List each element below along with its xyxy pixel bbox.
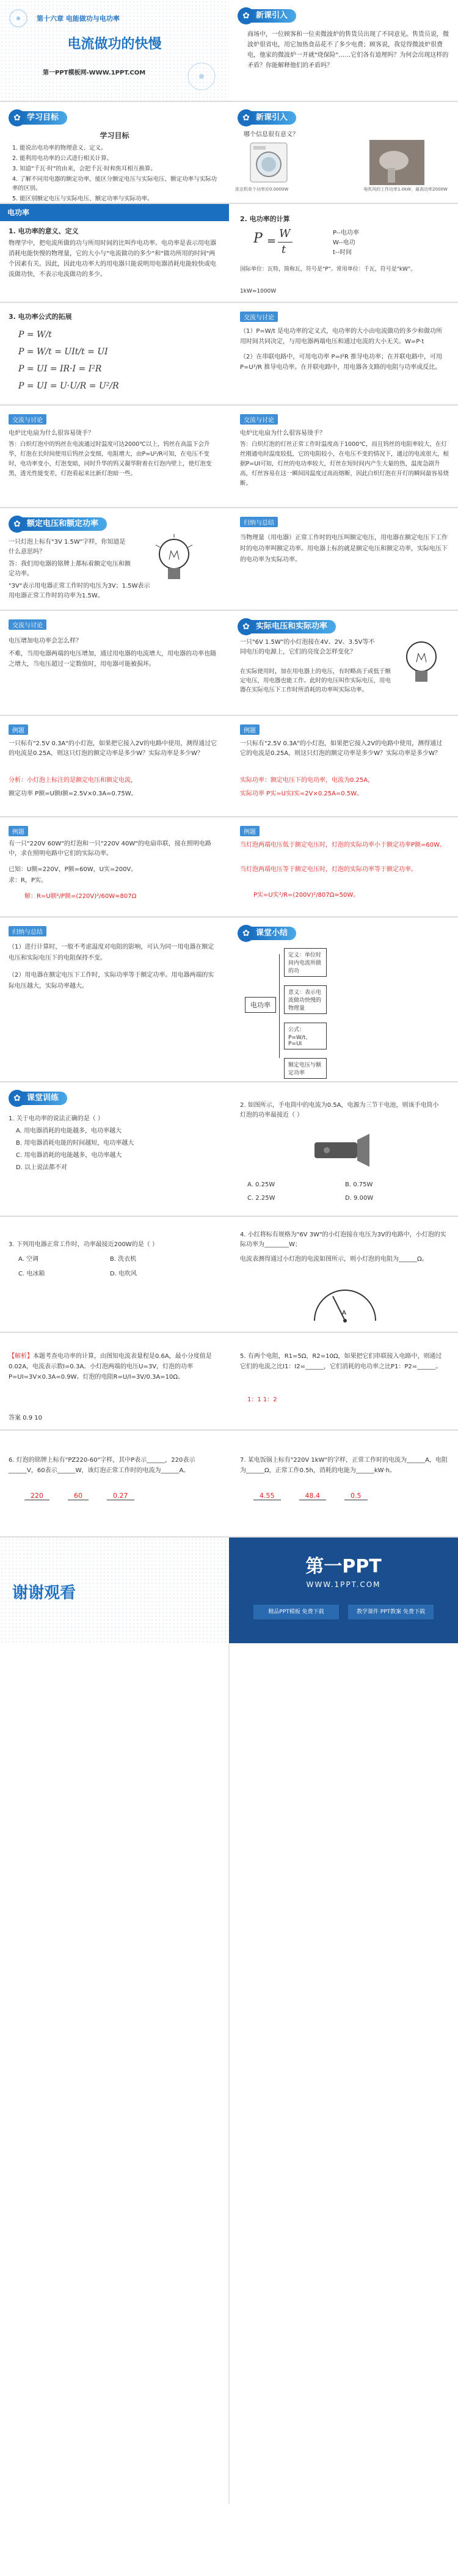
question-5: 5. 有两个电阻，R1=5Ω，R2=10Ω，如果把它们串联接入电路中，则通过它们的电流之比I1：I2=______，它们消耗的电功率之比P1：P2=______。 <box>240 1353 442 1370</box>
legend-item: W--电功 <box>333 239 355 246</box>
chapter-title: 第十六章 电能做功与电功率 <box>37 15 120 23</box>
summary2-slide <box>229 918 458 1081</box>
example-text: 有一只"220V 60W"的灯泡和一只"220V 40W"的电扇串联，接在照明电路中，求在照明电路中它们的实际功率。 <box>9 841 211 857</box>
example-tag: 例题 <box>240 723 260 735</box>
section-header-label: 学习目标 <box>22 111 67 125</box>
goal-item: 1. 能说出电功率的物理意义、定义。 <box>12 145 107 151</box>
answer-4-text: 【解析】本题考查电功率的计算，由图知电流表量程是0.6A，最小分度值是0.02A，电流表示数I=0.3A。小灯泡两端的电压U=3V，灯泡的功率P=UI=3V×0.3A=0.9W。灯泡的电阻R=U/I=3V/0.3A=10Ω。 <box>9 1353 212 1381</box>
formulas-title: 3. 电功率公式的拓展 <box>9 313 72 321</box>
example1b-slide <box>229 716 458 816</box>
section-header <box>238 925 296 942</box>
answer-blank: 0.27 <box>107 1492 134 1500</box>
site-label: 第一PPT模板网-WWW.1PPT.COM <box>43 70 146 76</box>
example-find: 求：R，P实。 <box>9 877 47 884</box>
actual-slide <box>0 611 229 715</box>
goals-slide <box>0 102 229 203</box>
example-analysis: 分析：小灯泡上标注的是额定电压和额定电流， <box>9 777 137 784</box>
question6-slide <box>0 1431 229 1536</box>
logo-url: WWW.1PPT.COM <box>306 1580 381 1589</box>
mindmap-node: 额定电压与额定功率 <box>284 1058 327 1079</box>
summary-tag: 归纳与总结 <box>9 925 46 936</box>
leaf-icon: ✿ <box>238 7 255 24</box>
example-analysis: 实际功率：额定电压下的电功率，电流为0.25A， <box>240 777 374 784</box>
formula-line: P = UI = U·U/R = U²/R <box>18 381 119 391</box>
flashlight-image <box>308 1129 376 1172</box>
answer4-slide <box>0 1333 229 1429</box>
calc-slide <box>229 204 458 302</box>
discuss-item: （1）P=W/t 是电功率的定义式，电功率的大小由电流做功的多少和做功所用时间共同决定，与用电器两端电压和通过电流的大小无关。W=P·t <box>240 328 443 345</box>
example-solve: 解：R=U额²/P额=(220V)²/60W≈807Ω <box>24 893 137 900</box>
answer-blank: 48.4 <box>299 1492 327 1500</box>
discuss-tag: 交流与讨论 <box>9 413 46 425</box>
rated-slide <box>0 508 229 610</box>
section-header-label: 新课引入 <box>251 9 296 23</box>
option-item: C. 电冰箱 <box>18 1271 45 1277</box>
example-answer: 实际功率 P实=U实I实=2V×0.25A=0.5W。 <box>240 790 363 797</box>
mindmap-node: 意义：表示电流做功快慢的物理量 <box>284 985 327 1014</box>
section-header-label: 额定电压和额定功率 <box>22 517 107 531</box>
rated-question: 一只灯泡上标有"3V 1.5W"字样，你知道是什么意思吗？ <box>9 539 126 555</box>
section-title: 电功率 <box>7 208 30 217</box>
answer-blank: 4.55 <box>253 1492 281 1500</box>
practice2-slide <box>229 1082 458 1216</box>
rated-explain: "3V"表示用电器正常工作时的电压为3V；1.5W表示用电器正常工作时的功率为1.5W。 <box>9 583 150 599</box>
summary-item: （1）进行计算时，一般不考虑温度对电阻的影响，可认为同一用电器在额定电压和实际电压下的电阻保持不变。 <box>9 944 214 961</box>
leaf-icon: ✿ <box>9 516 26 533</box>
option-item: A. 空调 <box>18 1256 39 1263</box>
logo-slide <box>229 1538 458 1643</box>
formula-list <box>18 326 119 395</box>
image-caption: 洗衣机单个功率应0.0000W <box>235 187 289 192</box>
rated2-slide <box>229 508 458 610</box>
dandelion-icon <box>6 6 31 31</box>
option-item: A. 0.25W <box>247 1181 275 1188</box>
mindmap-node: 定义：单位时间内电流所做的功 <box>284 948 327 977</box>
section-header <box>238 618 336 635</box>
think-answer: 答：白炽灯泡中的钨丝在电流通过时温度可达2000℃以上，钨丝在高温下会升华，灯泡在长时间使用后钨丝会变细，电阻增大，由P=U²/R可知，在电压不变时，电功率变小，灯泡变暗，同时升华的钨又凝华附着在灯泡内壁上，使灯泡变黑，透光性能变差，灯泡看起来比新灯泡暗一些。 <box>9 441 212 477</box>
option-item: A. 用电器消耗的电能越多，电功率越大 <box>16 1128 122 1134</box>
example-solve: P实=U实²/R=(200V)²/807Ω≈50W。 <box>253 892 360 899</box>
hairdryer-image <box>369 140 424 185</box>
formula-p: P <box>253 231 263 246</box>
guide-question: 哪个信息很有意义？ <box>244 131 299 138</box>
mindmap-root: 电功率 <box>245 997 276 1013</box>
section-header-label: 课堂训练 <box>22 1092 67 1105</box>
answer-blank: 60 <box>68 1492 89 1500</box>
example1-slide <box>0 716 229 816</box>
discuss-list <box>240 326 448 378</box>
actual2-question: 一只"6V 1.5W"的小灯泡接在4V、2V、3.5V等不同电压的电源上，它们的亮度会怎样变化？ <box>240 639 375 655</box>
option-item: D. 以上说法都不对 <box>16 1164 68 1171</box>
page-title: 电流做功的快慢 <box>67 36 162 52</box>
legend-item: P--电功率 <box>333 230 360 236</box>
guide-slide <box>229 102 458 203</box>
option-item: B. 0.75W <box>345 1181 373 1188</box>
formula-line: P = W/t <box>18 330 52 340</box>
example-tag: 例题 <box>9 723 28 735</box>
example-text: 当灯泡两端电压低于额定电压时，灯泡的实际功率小于额定功率P额=60W。 <box>240 842 446 848</box>
think1-slide <box>0 406 229 507</box>
intro-slide <box>229 0 458 101</box>
question-3: 3. 下列用电器正常工作时，功率最接近200W的是（ ） <box>9 1241 158 1248</box>
question-2: 2. 如图所示，手电筒中的电流为0.5A，电源为三节干电池，则该手电筒小灯泡的功率最接近（ ） <box>240 1102 439 1118</box>
think-answer: 答：白炽灯泡的灯丝正常工作时温度高于1000℃，而且钨丝的电阻率较大，在灯丝刚通电时温度较低，它的电阻较小，在电压不变的情况下，通过的电流很大，根据P=UI可知，灯丝的电功率较大，灯丝在短时间内产生大量的热，温度急剧升高，灯丝容易在这一瞬间因温度过高而熔断，因此白炽灯泡在开灯的瞬间最容易烧断。 <box>240 441 449 487</box>
question-4: 4. 小红将标有规格为"6V 3W"的小灯泡接在电压为3V的电路中，小灯泡的实际功率为________W； <box>240 1231 446 1248</box>
example-tag: 例题 <box>9 825 28 836</box>
formulas-slide <box>0 303 229 404</box>
discuss1-slide <box>229 303 458 404</box>
section-header <box>9 109 67 126</box>
goal-item: 2. 能利用电功率的公式进行相关计算。 <box>12 155 113 162</box>
question7-slide <box>229 1431 458 1536</box>
example-text: 一只标有"2.5V 0.3A"的小灯泡，如果把它接入2V的电路中使用，测得通过它的电流是0.25A，则这只灯泡的额定功率是多少W？实际功率是多少W？ <box>9 740 217 757</box>
section-header-label: 实际电压和实际功率 <box>251 620 336 633</box>
option-item: D. 电吹风 <box>110 1271 137 1277</box>
actual2-slide <box>229 611 458 715</box>
calc-title: 2. 电功率的计算 <box>240 215 290 223</box>
fraction-bar <box>278 242 293 243</box>
mindmap-node: 公式：P=W/t、P=UI <box>284 1023 327 1049</box>
mindmap-nodes <box>284 948 449 1081</box>
think2-slide <box>229 406 458 507</box>
summary-item: （2）用电器在额定电压下工作时，实际功率等于额定功率。用电器两端的实际电压越大，实际功率越大。 <box>9 972 214 990</box>
goal-item: 4. 了解不同用电器的额定功率，能区分额定电压与实际电压、额定功率与实际功率的区别。 <box>12 176 217 192</box>
think-question: 电炉比电扇为什么很容易烫手？ <box>240 430 325 437</box>
leaf-icon: ✿ <box>9 1090 26 1107</box>
goal-item: 3. 知道"千瓦·时"的由来，会把千瓦·时和焦耳相互换算。 <box>12 166 156 172</box>
discuss-tag: 交流与讨论 <box>240 310 278 322</box>
option-item: D. 9.00W <box>345 1195 374 1202</box>
promo-bar[interactable]: 精品PPT模板 免费下载 <box>253 1605 339 1619</box>
think-question: 电炉比电扇为什么很容易烫手？ <box>9 430 94 437</box>
discuss-item: （2）在串联电路中，可用电功率 P=I²R 推导电功率；在并联电路中，可用 P=U²/R 推导电功率。在并联电路中，用电器各支路的电阻与功率成反比。 <box>240 354 443 371</box>
actual-question: 电压增加电功率会怎么样？ <box>9 638 82 644</box>
answer-4: 答案 0.9 10 <box>9 1415 42 1421</box>
answer-5: 1：1 1：2 <box>247 1396 277 1403</box>
formula-line: P = UI = IR·I = I²R <box>18 364 102 374</box>
question-3-options <box>18 1255 202 1279</box>
legend-item: t--时间 <box>333 249 352 256</box>
bulb-icon <box>153 533 195 588</box>
leaf-icon: ✿ <box>238 618 255 635</box>
question-1: 1. 关于电功率的说法正确的是（ ） <box>9 1115 104 1122</box>
discuss-tag: 交流与讨论 <box>9 618 46 630</box>
option-item: B. 洗衣机 <box>110 1256 137 1263</box>
goals-title: 学习目标 <box>100 131 129 140</box>
actual2-explain: 在实际使用时，加在用电器上的电压，有时略高于或低于额定电压，用电器也能工作。此时的电压叫作实际电压，用电器在实际电压下工作时所消耗的功率叫实际功率。 <box>240 668 391 693</box>
mindmap-line <box>279 954 280 1058</box>
washing-machine-image <box>247 141 290 184</box>
leaf-icon: ✿ <box>238 109 255 126</box>
formula-line: P = W/t = UIt/t = UI <box>18 347 108 357</box>
answer-blank: 220 <box>24 1492 49 1500</box>
summary1-slide <box>0 918 229 1081</box>
question-1-options <box>16 1125 134 1174</box>
leaf-icon: ✿ <box>9 109 26 126</box>
power-slide <box>0 204 229 302</box>
option-item: B. 用电器消耗电能的时间越短，电功率越大 <box>16 1140 134 1147</box>
units-text: 国际单位：瓦特，简称瓦，符号是"P"。常用单位：千瓦，符号是"kW"。 <box>240 266 416 272</box>
example-tag: 例题 <box>240 825 260 836</box>
goal-item: 5. 能区别额定电压与实际电压、额定功率与实际功率。 <box>12 195 153 202</box>
section-header-label: 课堂小结 <box>251 927 296 940</box>
question-6: 6. 灯泡的铭牌上标有"PZ220-60"字样，其中P表示______，220表示______V，60表示______W，该灯泡正常工作时的电流为______A。 <box>9 1457 195 1474</box>
rated2-text: 当物理量（用电器）正常工作时的电压叫额定电压，用电器在额定电压下工作时的电功率叫额定功率。用电器上标的就是额定电压和额定功率，实际电压下的电功率为实际功率。 <box>240 535 448 563</box>
svg-text:A: A <box>342 1310 346 1316</box>
example-given: 已知：U额=220V，P额=60W，U实=200V。 <box>9 866 137 873</box>
section-header <box>238 109 296 126</box>
power-text: 物理学中，把电流所做的功与所用时间的比叫作电功率。电功率是表示用电器消耗电能快慢的物理量，它的大小与"电流做功的多少"和"做功所用的时间"两个因素有关。因此，因此电功率大的用电器只能说明用电器消耗电能较快或电流做功快，不表示电流做功的多少。 <box>9 240 216 278</box>
section-header <box>238 7 296 24</box>
option-item: C. 2.25W <box>247 1195 275 1202</box>
intro-text: 商场中，一位顾客和一位卖微波炉的售货员出现了不同意见。售货员说，微波炉很省电，用它加热食品花不了多少电费；顾客说，我觉得微波炉很费电，他家的微波炉一开就"烧保险"……它们各有道理吗？为何会出现这样的矛盾？你能解释他们的矛盾吗？ <box>247 31 449 69</box>
discuss-tag: 归纳与总结 <box>240 516 278 527</box>
section-header-label: 新课引入 <box>251 111 296 125</box>
rated-answer: 答：我们用电器的铭牌上都标着额定电压和额定功率。 <box>9 561 131 577</box>
example2-slide <box>0 817 229 916</box>
formula-equals: = <box>267 235 277 247</box>
practice-slide <box>0 1082 229 1216</box>
cover-slide <box>0 0 229 101</box>
summary-list <box>9 942 220 998</box>
question-4b: 电流表测得通过小灯泡的电流如图所示，则小灯泡的电阻为______Ω。 <box>240 1256 428 1263</box>
question-6-answers <box>24 1492 134 1500</box>
formula-legend <box>333 228 359 258</box>
option-item: C. 用电器消耗的电能越多，电功率越大 <box>16 1152 122 1159</box>
example-text: 一只标有"2.5V 0.3A"的小灯泡，如果把它接入2V的电路中使用，测得通过它的电流是0.25A，则这只灯泡的额定功率是多少W？实际功率是多少W？ <box>240 740 443 757</box>
conversion-text: 1kW=1000W <box>240 288 277 294</box>
example2b-slide <box>229 817 458 916</box>
formula-w: W <box>279 227 291 240</box>
section-header <box>9 1090 67 1107</box>
example-text: 当灯泡两端电压等于额定电压时，灯泡的实际功率等于额定功率。 <box>240 866 417 873</box>
question4-slide <box>229 1217 458 1332</box>
subsection-title: 1. 电功率的意义、定义 <box>9 227 79 235</box>
dandelion-icon <box>183 58 220 95</box>
example-answer: 额定功率 P额=U额I额=2.5V×0.3A=0.75W。 <box>9 790 137 797</box>
formula-t: t <box>282 243 286 256</box>
ammeter-image <box>308 1278 382 1327</box>
answer-blank: 0.5 <box>344 1492 368 1500</box>
goals-list <box>12 144 220 203</box>
question-7-answers <box>253 1492 368 1500</box>
discuss-tag: 交流与讨论 <box>240 413 278 425</box>
thanks-slide <box>0 1538 229 1643</box>
leaf-icon: ✿ <box>238 925 255 942</box>
bulb-icon <box>400 635 443 690</box>
question5-slide <box>229 1333 458 1429</box>
logo-text: 第一PPT <box>305 1556 382 1577</box>
question3-slide <box>0 1217 229 1332</box>
section-header <box>9 516 107 533</box>
thanks-text: 谢谢观看 <box>12 1584 76 1602</box>
question-7: 7. 某电饭锅上标有"220V 1kW"的字样，正常工作时的电流为______A，电阻为______Ω，正常工作0.5h，消耗的电能为______kW·h。 <box>240 1457 448 1474</box>
question-2-options <box>247 1180 443 1203</box>
image-caption: 电吹风的工作功率1.0kW，最高功率2000W <box>363 187 448 192</box>
actual-answer: 不难，当用电器两端的电压增加，通过用电器的电流增大，用电器的功率也随之增大，当电压超过一定数值时，用电器可能被损坏。 <box>9 651 216 668</box>
section-bar <box>0 204 229 221</box>
promo-bar[interactable]: 教学课件 PPT教案 免费下载 <box>348 1605 434 1619</box>
